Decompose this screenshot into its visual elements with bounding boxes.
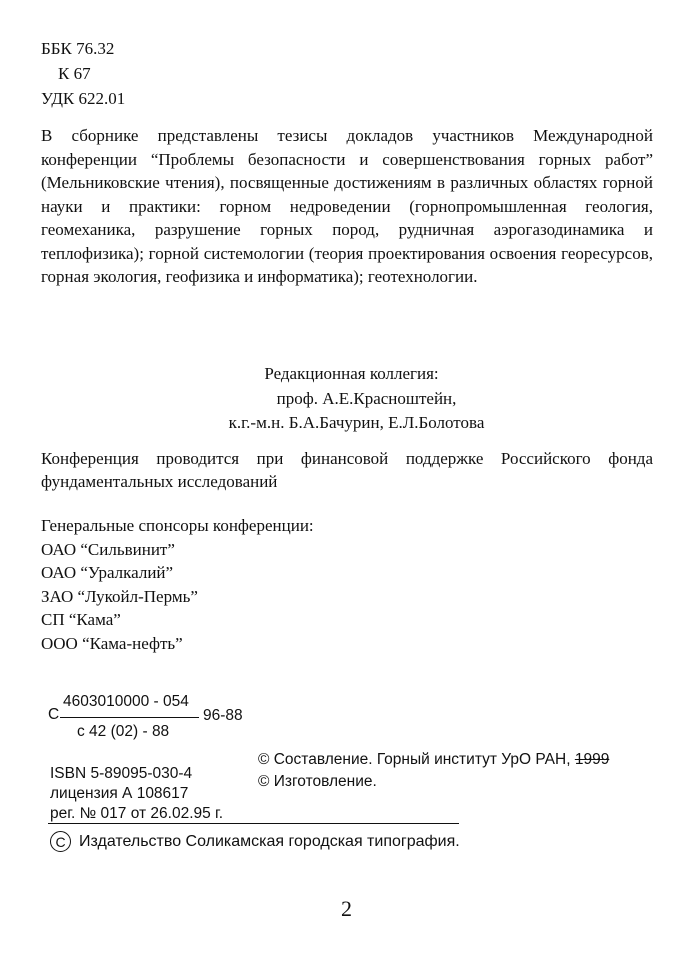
copyright-block: [258, 749, 609, 793]
license-block: [50, 764, 223, 824]
abstract-paragraph: В сборнике представлены тезисы докладов участников Международной конференции “Проблемы безопасности и совершенствования горных работ” (Мельниковские чтения), посвященные достижениям в различных областях горной науки и практики: горном недроведении (горнопромышленная геология, геомеханика, разрушение горных пород, рудничная аэрогазодинамика и теплофизика); горной системологии (теория проектирования освоения георесурсов, горная экология, геофизика и информатика); геотехнологии.: [41, 126, 653, 286]
sponsors-heading: Генеральные спонсоры конференции:: [41, 516, 314, 535]
copyright-year: 1999: [574, 751, 610, 768]
editorial-line-2: к.г.-м.н. Б.А.Бачурин, Е.Л.Болотова: [228, 413, 485, 432]
divider-line: [48, 823, 459, 824]
editorial-board: [0, 362, 693, 436]
registration-number: рег. № 017 от 26.02.95 г.: [50, 805, 224, 822]
udk-code: УДК 622.01: [41, 89, 126, 108]
copyright-compiled-text: © Составление. Горный институт УрО РАН,: [258, 751, 575, 768]
author-mark-code: К 67: [58, 64, 91, 83]
classification-numerator: 4603010000 - 054: [63, 693, 189, 710]
editorial-line-1: проф. А.Е.Красноштейн,: [276, 388, 457, 408]
page-number: 2: [341, 896, 352, 921]
copyright-circle-icon: C: [50, 831, 71, 852]
funding-note: Конференция проводится при финансовой поддержке Российского фонда фундаментальных исследований: [41, 449, 653, 491]
classification-codes: [41, 36, 125, 111]
license-number: лицензия А 108617: [50, 785, 189, 802]
sponsors-block: [41, 514, 314, 655]
bbk-code: ББК 76.32: [41, 39, 115, 58]
sponsor-item: ОАО “Сильвинит”: [41, 539, 175, 559]
publisher-line: [50, 831, 460, 852]
classification-suffix: 96-88: [203, 707, 243, 724]
copyright-compiled: [258, 749, 609, 771]
sponsor-item: СП “Кама”: [41, 610, 121, 629]
classification-denominator: с 42 (02) - 88: [77, 723, 170, 740]
isbn: ISBN 5-89095-030-4: [50, 765, 193, 782]
classification-letter: С: [48, 706, 60, 723]
fraction-line: [60, 717, 199, 718]
editorial-heading: Редакционная коллегия:: [264, 364, 439, 383]
publisher-text: Издательство Соликамская городская типография.: [79, 832, 460, 850]
sponsor-item: ООО “Кама-нефть”: [41, 633, 183, 653]
sponsor-item: ЗАО “Лукойл-Пермь”: [41, 586, 198, 606]
sponsor-item: ОАО “Уралкалий”: [41, 563, 174, 582]
copyright-produced: © Изготовление.: [258, 773, 377, 790]
